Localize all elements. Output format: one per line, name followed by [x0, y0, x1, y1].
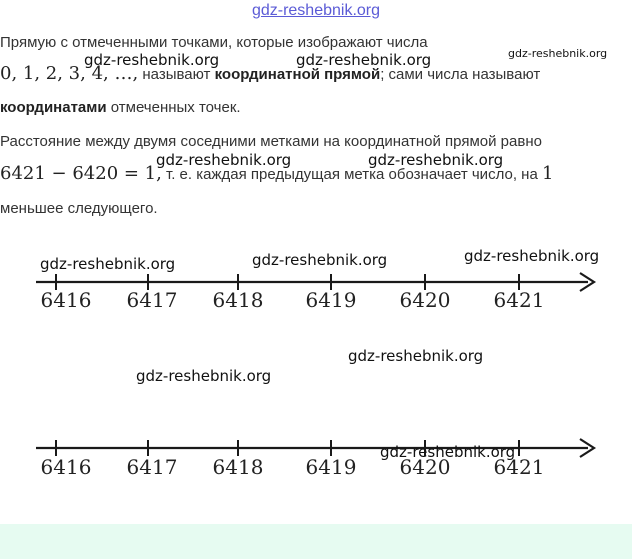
paragraph1-middle: называют	[138, 66, 215, 83]
paragraph1-after-term: ; сами числа называют	[380, 66, 541, 83]
watermark: gdz-reshebnik.org	[252, 251, 388, 269]
tick-label: 6418	[212, 288, 264, 312]
tick-label: 6420	[399, 455, 451, 479]
paragraph1-line3	[0, 98, 632, 118]
paragraph2-continuation: т. е. каждая предыдущая метка обозначает число, на	[161, 166, 542, 183]
paragraph1-line1: Прямую с отмеченными точками, которые изображают числа	[0, 34, 428, 51]
paragraph2-line2	[0, 164, 632, 185]
term-coordinate-line: координатной прямой	[214, 66, 381, 83]
paragraph1-end: отмеченных точек.	[106, 99, 241, 116]
tick-label: 6417	[126, 455, 178, 479]
tick-label: 6420	[399, 288, 451, 312]
tick-label: 6416	[40, 288, 92, 312]
tick-label: 6421	[493, 288, 545, 312]
term-coordinates: координатами	[0, 99, 107, 116]
watermark: gdz-reshebnik.org	[464, 247, 600, 265]
watermark: gdz-reshebnik.org	[508, 47, 608, 60]
watermark: gdz-reshebnik.org	[40, 255, 176, 273]
watermark: gdz-reshebnik.org	[296, 51, 432, 69]
number-one: 1	[541, 163, 554, 184]
watermark: gdz-reshebnik.org	[156, 151, 292, 169]
watermark: gdz-reshebnik.org	[368, 151, 504, 169]
tick-label: 6418	[212, 455, 264, 479]
tick-label: 6417	[126, 288, 178, 312]
watermark: gdz-reshebnik.org	[136, 367, 272, 385]
number-sequence: 0, 1, 2, 3, 4, …,	[0, 63, 139, 84]
paragraph2-line3: меньшее следующего.	[0, 200, 158, 217]
site-title[interactable]: gdz-reshebnik.org	[251, 2, 381, 19]
bottom-panel	[0, 524, 632, 559]
tick-label: 6419	[305, 455, 357, 479]
tick-label: 6416	[40, 455, 92, 479]
watermark: gdz-reshebnik.org	[84, 51, 220, 69]
paragraph2-line1: Расстояние между двумя соседними метками на координатной прямой равно	[0, 133, 542, 150]
watermark: gdz-reshebnik.org	[380, 443, 516, 461]
tick-label: 6421	[493, 455, 545, 479]
tick-label: 6419	[305, 288, 357, 312]
equation: 6421 − 6420 = 1,	[0, 163, 162, 184]
watermark: gdz-reshebnik.org	[348, 347, 484, 365]
